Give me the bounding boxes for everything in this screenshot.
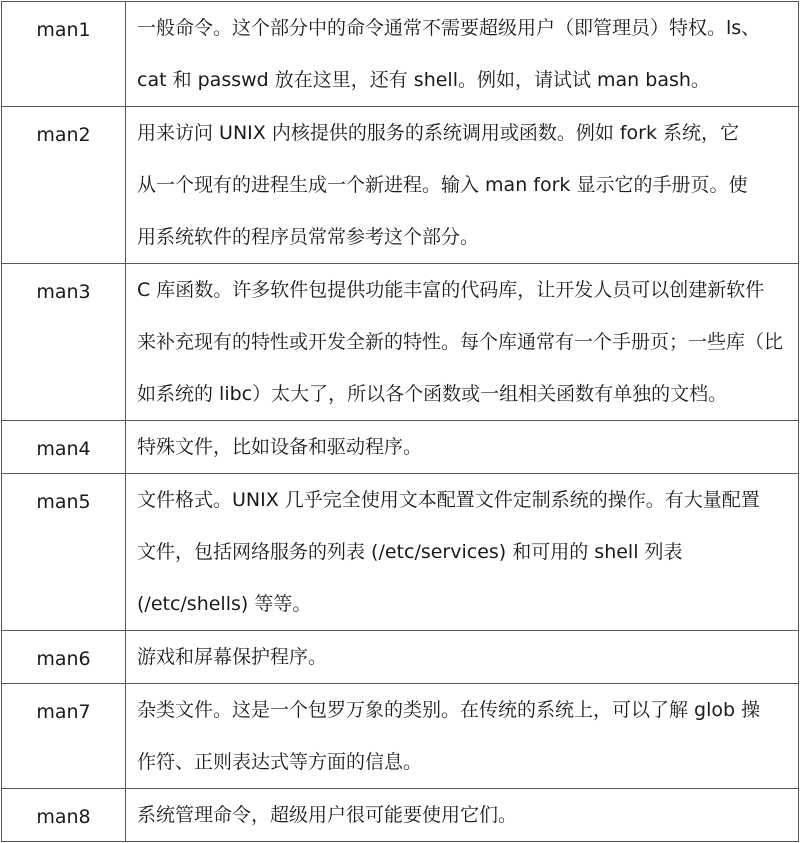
description-line: 用系统软件的程序员常常参考这个部分。 <box>137 226 480 248</box>
table-row <box>2 789 799 842</box>
description-line: 系统管理命令，超级用户很可能要使用它们。 <box>137 804 518 826</box>
section-name-cell <box>2 789 126 842</box>
section-name: man3 <box>36 281 91 303</box>
section-name: man5 <box>36 491 91 513</box>
description-line: 一般命令。这个部分中的命令通常不需要超级用户（即管理员）特权。ls、 <box>137 17 761 39</box>
description-line: 文件，包括网络服务的列表 (/etc/services) 和可用的 shell 列表 <box>137 541 683 563</box>
section-name-cell <box>2 684 126 789</box>
section-description-cell <box>126 789 799 842</box>
description-line: 文件格式。UNIX 几乎完全使用文本配置文件定制系统的操作。有大量配置 <box>137 489 760 511</box>
description-line: 从一个现有的进程生成一个新进程。输入 man fork 显示它的手册页。使 <box>137 174 748 196</box>
section-name-cell <box>2 264 126 421</box>
description-line: C 库函数。许多软件包提供功能丰富的代码库，让开发人员可以创建新软件 <box>137 279 765 301</box>
table-row <box>2 631 799 684</box>
table-row <box>2 474 799 631</box>
section-name-cell <box>2 631 126 684</box>
table-row <box>2 421 799 474</box>
section-description-cell <box>126 2 799 107</box>
table-row <box>2 684 799 789</box>
section-name-cell <box>2 421 126 474</box>
section-name: man6 <box>36 648 91 670</box>
table-body <box>2 2 799 842</box>
section-name: man1 <box>36 19 91 41</box>
section-name: man8 <box>36 806 91 828</box>
section-name-cell <box>2 474 126 631</box>
table-row <box>2 107 799 264</box>
section-name: man4 <box>36 438 91 460</box>
description-line: 作符、正则表达式等方面的信息。 <box>137 751 423 773</box>
section-description-cell <box>126 421 799 474</box>
section-description-cell <box>126 684 799 789</box>
section-description-cell <box>126 474 799 631</box>
description-line: 游戏和屏幕保护程序。 <box>137 646 328 668</box>
section-description-cell <box>126 631 799 684</box>
section-name: man2 <box>36 124 91 146</box>
description-line: 如系统的 libc）太大了，所以各个函数或一组相关函数有单独的文档。 <box>137 383 728 405</box>
section-name-cell <box>2 107 126 264</box>
table-row <box>2 264 799 421</box>
description-line: 杂类文件。这是一个包罗万象的类别。在传统的系统上，可以了解 glob 操 <box>137 699 761 721</box>
description-line: cat 和 passwd 放在这里，还有 shell。例如，请试试 man bash。 <box>137 69 710 91</box>
description-line: 来补充现有的特性或开发全新的特性。每个库通常有一个手册页；一些库（比 <box>137 331 784 353</box>
section-description-cell <box>126 264 799 421</box>
section-name: man7 <box>36 701 91 723</box>
section-name-cell <box>2 2 126 107</box>
description-line: (/etc/shells) 等等。 <box>137 593 312 615</box>
description-line: 用来访问 UNIX 内核提供的服务的系统调用或函数。例如 fork 系统，它 <box>137 122 740 144</box>
description-line: 特殊文件，比如设备和驱动程序。 <box>137 436 423 458</box>
man-sections-table <box>1 1 799 842</box>
section-description-cell <box>126 107 799 264</box>
table-row <box>2 2 799 107</box>
